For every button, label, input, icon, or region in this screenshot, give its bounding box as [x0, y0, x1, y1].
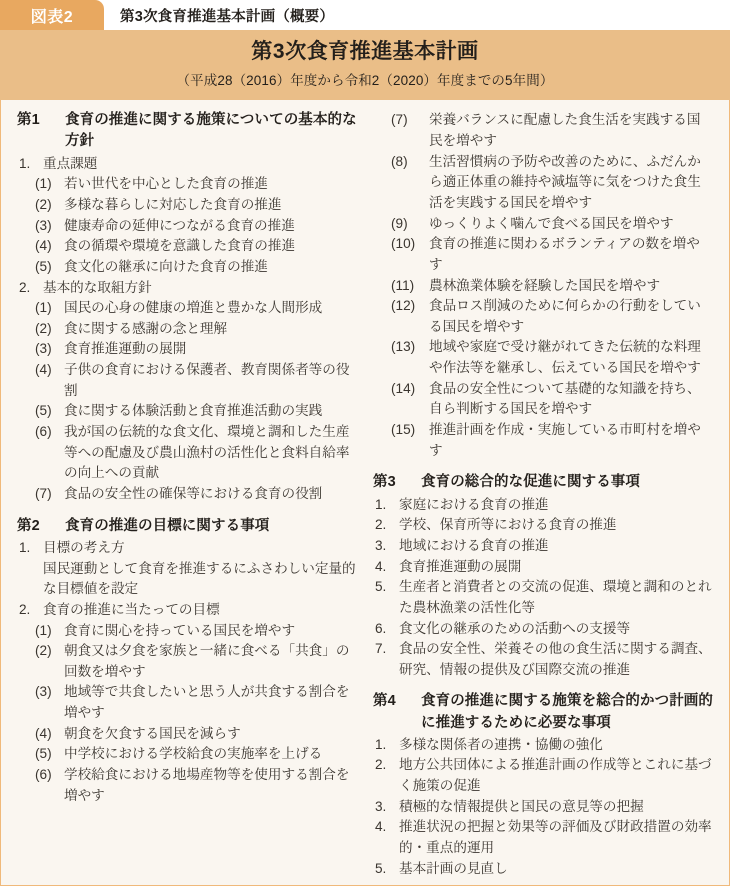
list-text: 目標の考え方: [43, 539, 125, 555]
list-marker: (4): [35, 238, 52, 254]
list-marker: (14): [391, 380, 416, 396]
list-marker: (8): [391, 153, 408, 169]
section-number: 第2: [17, 517, 40, 534]
list-text: 朝食を欠食する国民を減らす: [64, 725, 241, 741]
list-text: 地域や家庭で受け継がれてきた伝統的な料理や作法等を継承し、伝えている国民を増やす: [429, 339, 701, 376]
sublist-食育の推進に当たっての目標: [17, 621, 357, 807]
list-marker: (1): [35, 622, 52, 638]
figure-caption-title: 第3次食育推進基本計画（概要）: [120, 8, 335, 25]
list-section4: [373, 735, 713, 880]
list-text: 食育の推進に関わるボランティアの数を増やす: [429, 236, 700, 272]
list-item: [17, 319, 357, 340]
list-text: 食育推進運動の展開: [64, 341, 187, 357]
list-marker: 4.: [375, 558, 387, 574]
list-marker: 1.: [375, 736, 387, 752]
banner-main-title: 第3次食育推進基本計画: [251, 40, 479, 63]
section-title: 食育の推進の目標に関する事項: [65, 517, 270, 534]
list-text: 食文化の継承に向けた食育の推進: [64, 258, 268, 274]
list-item: [17, 401, 357, 422]
sublist-重点課題: [17, 174, 357, 277]
list-marker: (3): [35, 341, 52, 357]
list-item: [373, 515, 713, 536]
list-text: 食品の安全性について基礎的な知識を持ち、自ら判断する国民を増やす: [429, 380, 701, 417]
list-text: 食に関する体験活動と食育推進活動の実践: [64, 403, 323, 419]
list-text: 積極的な情報提供と国民の意見等の把握: [399, 798, 644, 814]
list-marker: 3.: [375, 537, 387, 553]
list-text: 食文化の継承のための活動への支援等: [399, 620, 631, 636]
list-text: 重点課題: [43, 155, 98, 171]
section-title: 食育の推進に関する施策を総合的かつ計画的に推進するために必要な事項: [421, 693, 713, 731]
list-item: [17, 621, 357, 642]
list-item: [17, 216, 357, 237]
section-number: 第1: [17, 112, 40, 129]
list-item: [17, 174, 357, 195]
list-text: 中学校における学校給食の実施率を上げる: [64, 746, 323, 762]
list-text: ゆっくりよく噛んで食べる国民を増やす: [429, 215, 674, 231]
list-text: 栄養バランスに配慮した食生活を実践する国民を増やす: [429, 112, 701, 148]
section-number: 第3: [373, 474, 396, 491]
list-item: [373, 379, 713, 420]
list-marker: 1.: [375, 496, 387, 512]
list-item: [17, 538, 357, 559]
list-text: 若い世代を中心とした食育の推進: [64, 176, 268, 192]
list-item: [17, 278, 357, 299]
list-marker: (15): [391, 422, 416, 438]
list-text: 食品ロス削減のために何らかの行動をしている国民を増やす: [429, 298, 701, 334]
list-marker: 2.: [375, 517, 387, 533]
list-marker: 4.: [375, 819, 387, 835]
list-marker: (2): [35, 643, 52, 659]
list-item: [17, 195, 357, 216]
list-item: [373, 234, 713, 275]
list-marker: (6): [35, 424, 52, 440]
list-item: [373, 152, 713, 214]
list-text: 健康寿命の延伸につながる食育の推進: [64, 217, 295, 233]
list-item: [17, 257, 357, 278]
list-item: [17, 339, 357, 360]
figure-number-badge: 図表2: [0, 0, 104, 30]
list-text: 食育の推進に当たっての目標: [43, 601, 220, 617]
list-text: 学校給食における地場産物等を使用する割合を増やす: [64, 767, 350, 803]
list-item: [17, 724, 357, 745]
list-marker: (2): [35, 320, 52, 336]
section-heading-3: [373, 472, 713, 493]
list-item: [17, 484, 357, 505]
list-marker: (5): [35, 746, 52, 762]
section-heading-2: [17, 516, 357, 537]
list-text: 基本的な取組方針: [43, 279, 152, 295]
list-item: [373, 817, 713, 858]
list-item: [373, 619, 713, 640]
section-heading-4: [373, 691, 713, 733]
section-heading-1: [17, 110, 357, 152]
list-text: 食の循環や環境を意識した食育の推進: [64, 238, 296, 254]
section-title: 食育の推進に関する施策についての基本的な方針: [65, 112, 357, 150]
sublist-基本的な取組方針: [17, 298, 357, 505]
list-marker: 6.: [375, 620, 387, 636]
list-text: 生産者と消費者との交流の促進、環境と調和のとれた農林漁業の活性化等: [399, 579, 712, 615]
list-item: [373, 276, 713, 297]
list-marker: (7): [35, 486, 52, 502]
left-column: [9, 110, 365, 879]
list-text: 地域等で共食したいと思う人が共食する割合を増やす: [64, 684, 350, 721]
list-item: [17, 360, 357, 401]
list-item: [373, 577, 713, 618]
list-item: [373, 797, 713, 818]
list-text: 食品の安全性、栄養その他の食生活に関する調査、研究、情報の提供及び国際交流の推進: [399, 641, 712, 677]
list-item: [17, 765, 357, 806]
list-marker: (13): [391, 339, 416, 355]
section-title: 食育の総合的な促進に関する事項: [421, 474, 640, 491]
list-item: [373, 536, 713, 557]
list-marker: (3): [35, 684, 52, 700]
list-marker: 5.: [375, 579, 387, 595]
list-text: 国民の心身の健康の増進と豊かな人間形成: [64, 300, 323, 316]
list-marker: (9): [391, 215, 408, 231]
list-marker: (5): [35, 403, 52, 419]
list-item: [373, 214, 713, 235]
list-text: 地方公共団体による推進計画の作成等とこれに基づく施策の促進: [399, 757, 712, 794]
list-marker: (4): [35, 362, 52, 378]
list-text: 家庭における食育の推進: [399, 496, 549, 512]
list-item: [373, 296, 713, 337]
list-item: [17, 682, 357, 723]
list-text: 基本計画の見直し: [399, 860, 508, 876]
list-section3: [373, 495, 713, 681]
list-item: [17, 236, 357, 257]
list-text: 推進計画を作成・実施している市町村を増やす: [429, 422, 701, 458]
list-item: [373, 495, 713, 516]
list-item: [17, 744, 357, 765]
list-marker: (3): [35, 217, 52, 233]
list-marker: (6): [35, 767, 52, 783]
list-marker: 7.: [375, 641, 387, 657]
section-number: 第4: [373, 693, 396, 710]
list-item: [17, 422, 357, 484]
list-marker: 2.: [19, 279, 31, 295]
list-text: 我が国の伝統的な食文化、環境と調和した生産等への配慮及び農山漁村の活性化と食料自給率の向上への貢献: [64, 424, 350, 481]
list-text: 食育推進運動の展開: [399, 558, 522, 574]
list-continuation-text: 国民運動として食育を推進するにふさわしい定量的な目標値を設定: [43, 560, 356, 597]
list-item: [17, 298, 357, 319]
list-text: 食育に関心を持っている国民を増やす: [64, 622, 296, 638]
list-item: [373, 639, 713, 680]
list-item: [373, 755, 713, 796]
document-body-panel: [0, 100, 730, 886]
list-marker: 2.: [375, 757, 387, 773]
list-item: [373, 420, 713, 461]
list-item: [17, 641, 357, 682]
list-marker: 1.: [19, 539, 31, 555]
list-text: 地域における食育の推進: [399, 537, 549, 553]
list-marker: (12): [391, 298, 416, 314]
list-marker: (1): [35, 300, 52, 316]
list-marker: (4): [35, 725, 52, 741]
list-marker: (7): [391, 112, 408, 128]
list-text: 多様な暮らしに対応した食育の推進: [64, 196, 282, 212]
list-text: 食品の安全性の確保等における食育の役割: [64, 486, 323, 502]
figure-caption-bar: [0, 0, 730, 30]
list-text: 推進状況の把握と効果等の評価及び財政措置の効率的・重点的運用: [399, 819, 712, 856]
list-marker: (10): [391, 236, 416, 252]
list-text: 子供の食育における保護者、教育関係者等の役割: [64, 362, 350, 398]
list-text: 朝食又は夕食を家族と一緒に食べる「共食」の回数を増やす: [64, 643, 350, 679]
list-marker: 3.: [375, 798, 387, 814]
list-marker: (1): [35, 176, 52, 192]
list-text: 学校、保育所等における食育の推進: [399, 517, 617, 533]
list-item: [373, 859, 713, 880]
list-marker: (2): [35, 196, 52, 212]
list-item: [373, 110, 713, 151]
banner-subtitle: （平成28（2016）年度から令和2（2020）年度までの5年間）: [176, 73, 554, 89]
list-text: 食に関する感謝の念と理解: [64, 320, 228, 336]
sublist-目標-continued: [373, 110, 713, 461]
list-text: 生活習慣病の予防や改善のために、ふだんから適正体重の維持や減塩等に気をつけた食生活を実践する国民を増やす: [429, 153, 701, 210]
list-marker: (11): [391, 277, 415, 293]
title-banner: [0, 30, 730, 100]
list-marker: 1.: [19, 155, 31, 171]
list-item: [373, 735, 713, 756]
list-marker: 5.: [375, 860, 387, 876]
list-marker: (5): [35, 258, 52, 274]
list-item: [17, 600, 357, 621]
list-item: [17, 154, 357, 175]
list-item: [373, 557, 713, 578]
list-marker: 2.: [19, 601, 31, 617]
right-column: [365, 110, 721, 879]
list-item: [373, 337, 713, 378]
list-text: 農林漁業体験を経験した国民を増やす: [429, 277, 661, 293]
list-text: 多様な関係者の連携・協働の強化: [399, 736, 603, 752]
